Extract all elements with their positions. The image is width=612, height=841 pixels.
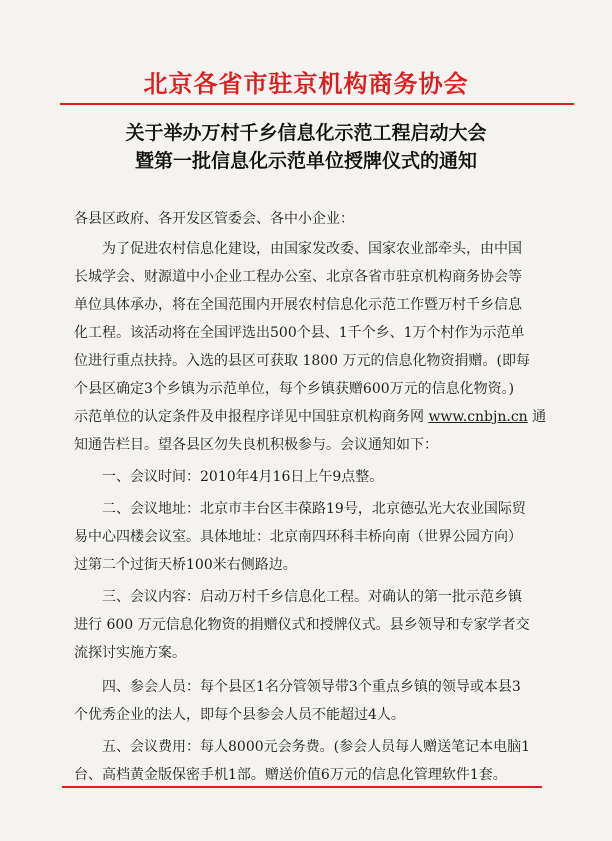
paragraph-1-line-6: 个县区确定3个乡镇为示范单位，每个乡镇获赠600万元的信息化物资。) bbox=[74, 381, 515, 397]
item-3-line-2: 进行 600 万元信息化物资的捐赠仪式和授牌仪式。县乡领导和专家学者交 bbox=[74, 617, 530, 633]
footer-divider bbox=[62, 786, 542, 788]
header-divider bbox=[60, 103, 574, 105]
paragraph-1-line-4: 化工程。该活动将在全国评选出500个县、1千个乡、1万个村作为示范单 bbox=[74, 325, 525, 341]
item-4-line-2: 个优秀企业的法人，即每个县参会人员不能超过4人。 bbox=[74, 707, 405, 723]
notice-title-line-2: 暨第一批信息化示范单位授牌仪式的通知 bbox=[134, 150, 477, 172]
paragraph-1-line-1: 为了促进农村信息化建设，由国家发改委、国家农业部牵头，由中国 bbox=[102, 241, 522, 257]
notice-title-line-1: 关于举办万村千乡信息化示范工程启动大会 bbox=[125, 122, 487, 144]
paragraph-1-line-5: 位进行重点扶持。入选的县区可获取 1800 万元的信息化物资捐赠。(即每 bbox=[74, 353, 530, 369]
paragraph-1-line-8: 知通告栏目。望各县区勿失良机积极参与。会议通知如下： bbox=[74, 437, 438, 453]
paragraph-1-line-3: 单位具体承办，将在全国范围内开展农村信息化示范工作暨万村千乡信息 bbox=[74, 297, 522, 313]
item-5-line-1: 五、会议费用：每人8000元会务费。(参会人员每人赠送笔记本电脑1 bbox=[102, 739, 530, 755]
item-2-line-1: 二、会议地址：北京市丰台区丰葆路19号，北京德弘光大农业国际贸 bbox=[102, 501, 526, 517]
item-2-line-3: 过第二个过街天桥100米右侧路边。 bbox=[74, 557, 297, 573]
item-1-meeting-time: 一、会议时间：2010年4月16日上午9点整。 bbox=[102, 469, 384, 485]
item-3-line-3: 流探讨实施方案。 bbox=[74, 645, 186, 661]
salutation: 各县区政府、各开发区管委会、各中小企业： bbox=[74, 211, 354, 227]
item-3-line-1: 三、会议内容：启动万村千乡信息化工程。对确认的第一批示范乡镇 bbox=[102, 589, 522, 605]
paragraph-1-line-7 bbox=[74, 406, 546, 426]
item-4-line-1: 四、参会人员：每个县区1名分管领导带3个重点乡镇的领导或本县3 bbox=[102, 679, 521, 695]
paragraph-1-line-7-suffix: 通 bbox=[532, 409, 547, 425]
item-2-line-2: 易中心四楼会议室。具体地址：北京南四环科丰桥向南（世界公园方向） bbox=[74, 529, 522, 545]
org-name-header: 北京各省市驻京机构商务协会 bbox=[143, 69, 469, 98]
website-link[interactable]: www.cnbjn.cn bbox=[428, 409, 528, 425]
paragraph-1-line-7-text: 示范单位的认定条件及申报程序详见中国驻京机构商务网 bbox=[74, 409, 424, 425]
item-5-line-2: 台、高档黄金版保密手机1部。赠送价值6万元的信息化管理软件1套。 bbox=[74, 767, 507, 783]
paragraph-1-line-2: 长城学会、财源道中小企业工程办公室、北京各省市驻京机构商务协会等 bbox=[74, 269, 522, 285]
